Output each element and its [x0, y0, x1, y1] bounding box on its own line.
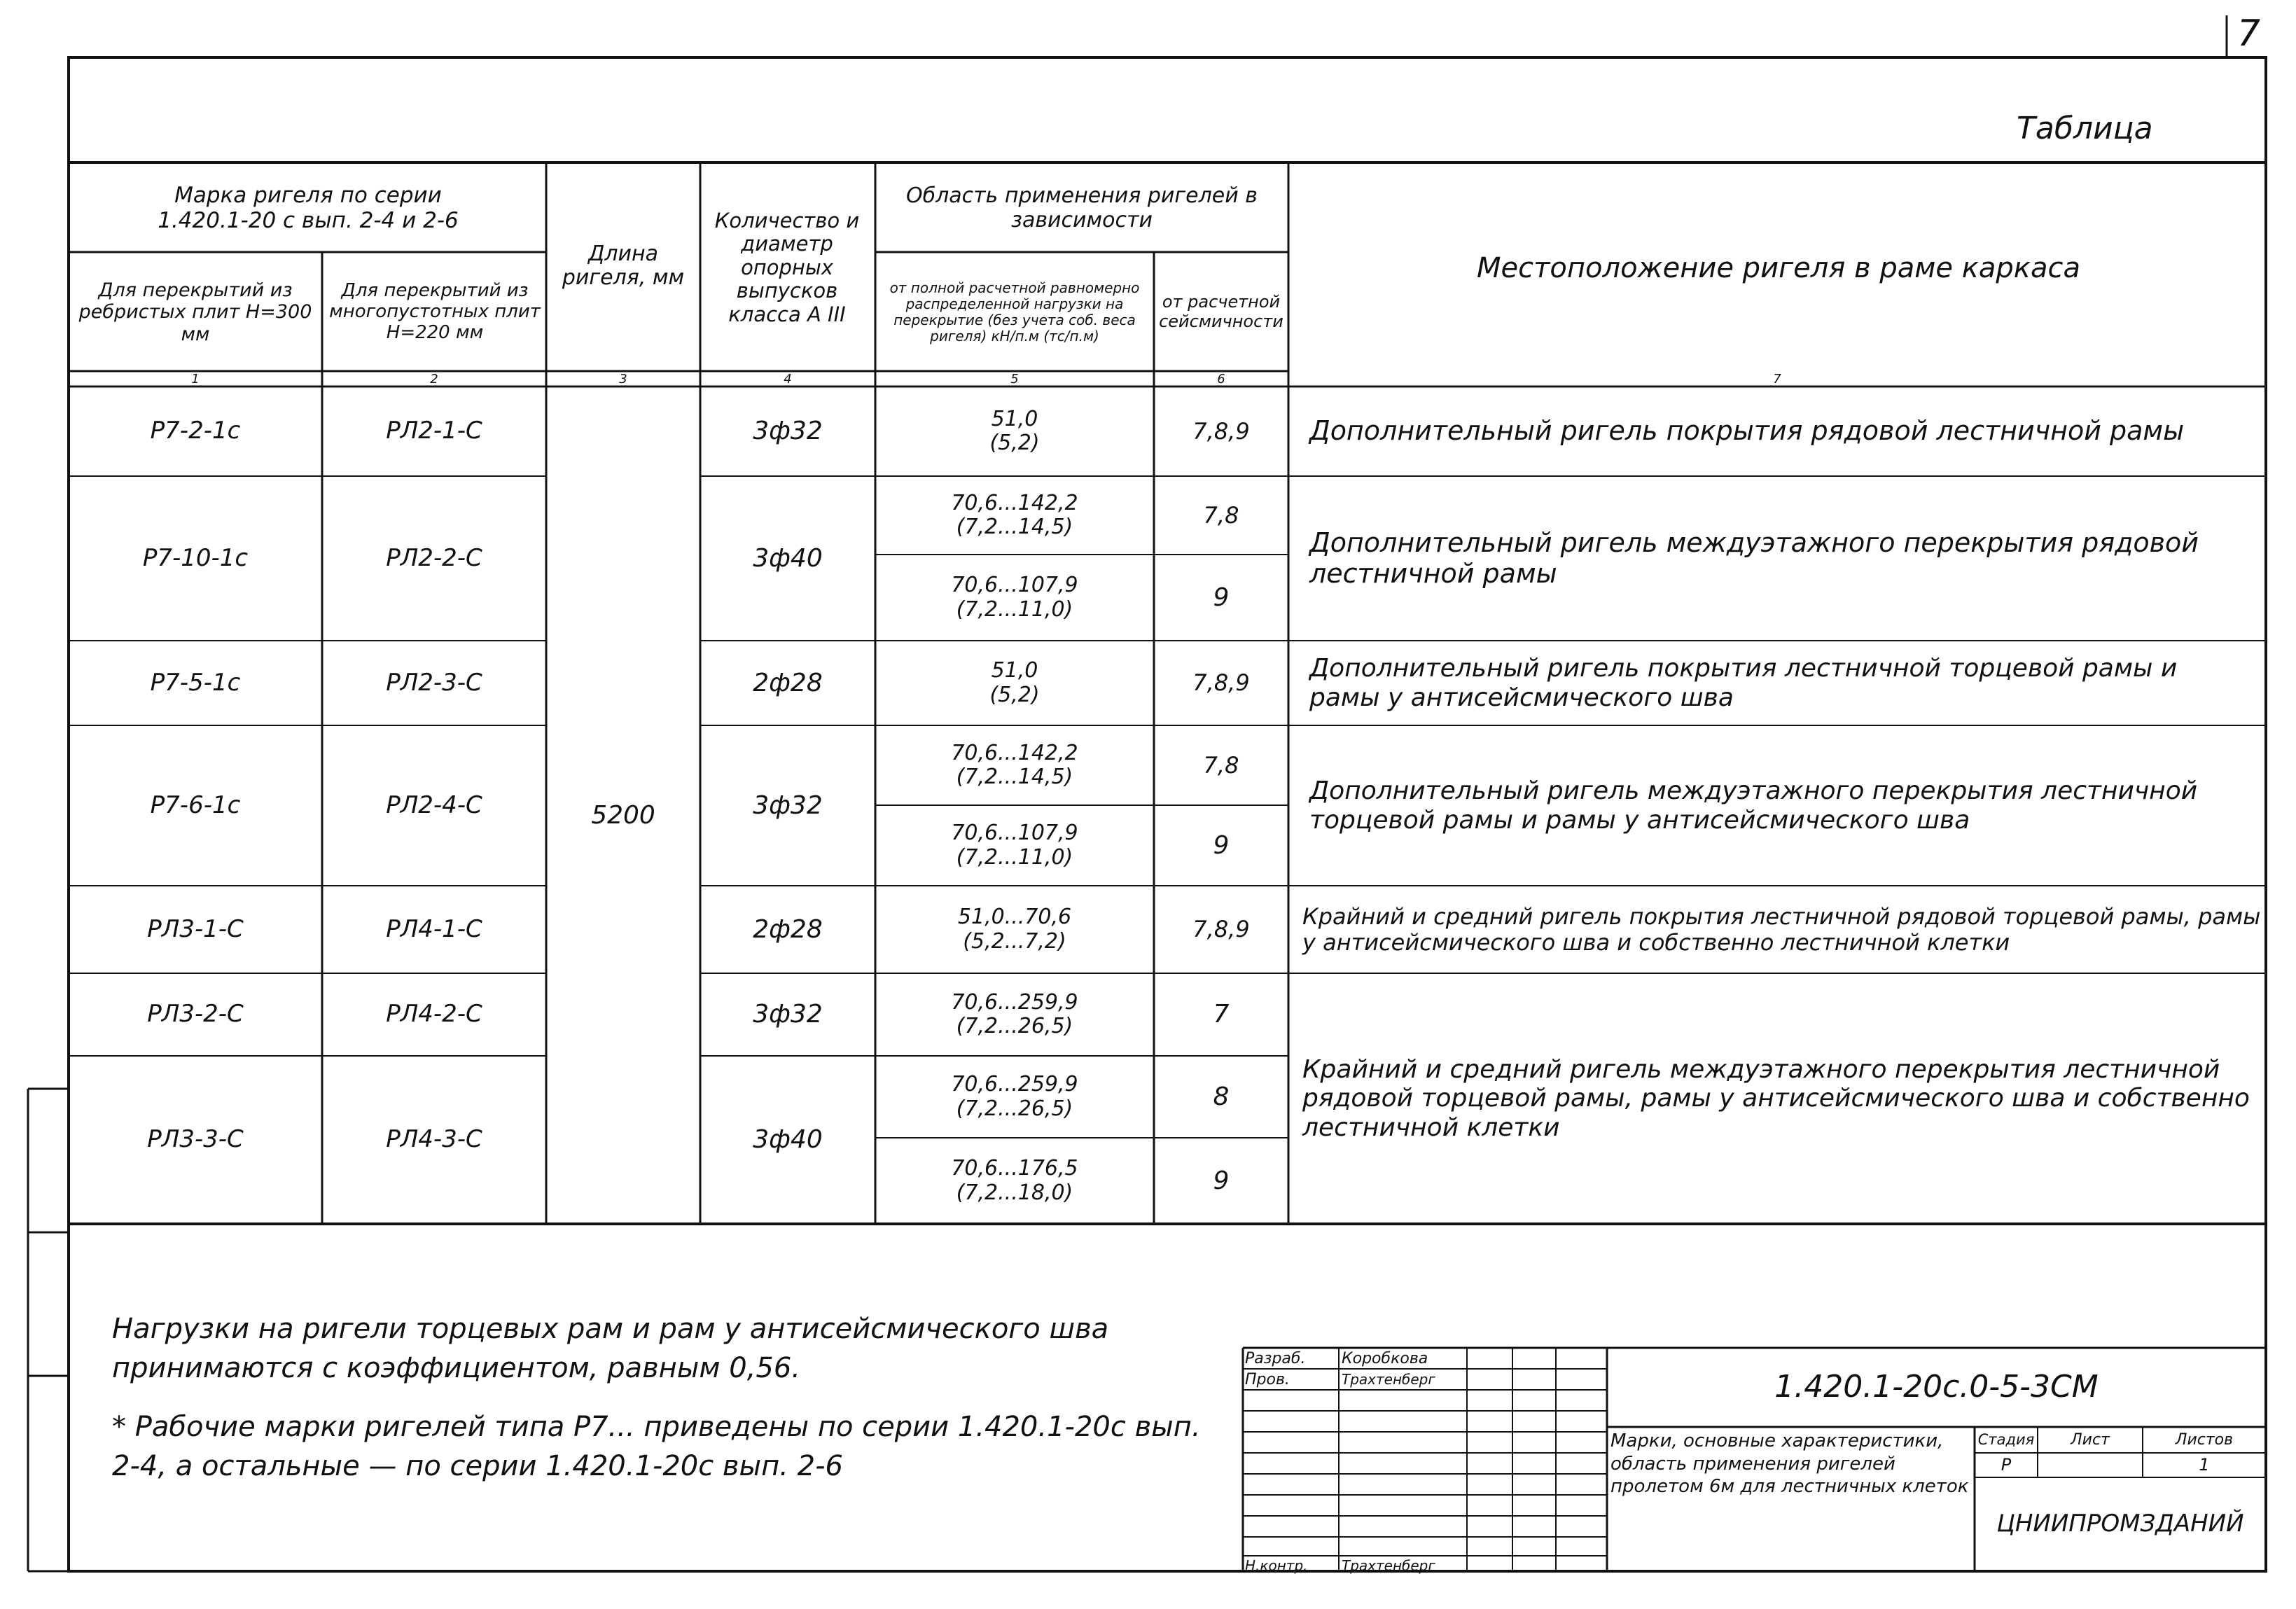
- load-value-tc: (7,2...26,5): [956, 1096, 1073, 1121]
- column-number: 7: [1773, 371, 1781, 386]
- row-rebar: 3ф32: [753, 790, 823, 820]
- column-number: 1: [191, 371, 200, 386]
- column-number: 6: [1217, 371, 1225, 386]
- row-mark-ribbed: Р7-10-1с: [142, 543, 249, 572]
- organization-name: ЦНИИПРОМЗДАНИЙ: [1996, 1510, 2244, 1538]
- table-title: Таблица: [2017, 111, 2153, 146]
- row-seismicity: 8: [1213, 1082, 1230, 1111]
- row-mark-ribbed: РЛ3-2-С: [147, 1000, 244, 1029]
- row-seismicity: 7,8,9: [1192, 669, 1250, 697]
- sheets-value: 1: [2199, 1454, 2210, 1475]
- row-load: [875, 555, 1154, 641]
- load-value-tc: (5,2): [989, 431, 1040, 455]
- row-rebar: 3ф32: [753, 417, 823, 446]
- row-rebar: 2ф28: [753, 914, 823, 944]
- load-value-tc: (7,2...26,5): [956, 1014, 1073, 1038]
- row-mark-hollow: РЛ2-2-С: [386, 543, 482, 572]
- row-mark-hollow: РЛ2-4-С: [386, 790, 482, 819]
- row-seismicity: 9: [1213, 1166, 1230, 1195]
- load-value: 70,6...107,9: [951, 573, 1078, 597]
- row-load: [875, 725, 1154, 805]
- row-load: [875, 805, 1154, 886]
- row-location: Дополнительный ригель междуэтажного перекрытия лестничной торцевой рамы и рамы у антисейсмического шва: [1309, 776, 2198, 835]
- load-value-tc: (5,2): [989, 682, 1040, 707]
- column-number: 5: [1010, 371, 1019, 386]
- load-value: 70,6...107,9: [951, 821, 1078, 845]
- load-value: 70,6...142,2: [951, 490, 1078, 515]
- stamp-role: Н.контр.: [1245, 1557, 1308, 1574]
- row-seismicity: 7,8,9: [1192, 417, 1250, 445]
- load-value-tc: (7,2...14,5): [956, 515, 1073, 539]
- row-seismicity: 9: [1213, 583, 1230, 612]
- row-rebar: 3ф32: [753, 1000, 823, 1029]
- row-seismicity: 7,8: [1203, 751, 1239, 779]
- row-location: Дополнительный ригель покрытия лестничной торцевой рамы и рамы у антисейсмического шва: [1309, 654, 2178, 712]
- row-rebar: 3ф40: [753, 1125, 823, 1155]
- header-col7: Местоположение ригеля в раме каркаса: [1477, 251, 2080, 284]
- row-mark-hollow: РЛ4-1-С: [386, 914, 482, 943]
- header-col4: Количество и диаметр опорных выпусков класса А III: [714, 209, 860, 326]
- row-mark-ribbed: Р7-6-1с: [150, 790, 241, 819]
- stage-label: Стадия: [1977, 1431, 2035, 1449]
- header-col2: Для перекрытий из многопустотных плит H=220 мм: [329, 280, 541, 343]
- row-seismicity: 7: [1213, 1000, 1230, 1029]
- load-value: 51,0: [991, 658, 1038, 683]
- row-load: [875, 973, 1154, 1056]
- load-value: 70,6...259,9: [951, 989, 1078, 1015]
- stamp-name: Коробкова: [1342, 1350, 1428, 1367]
- row-location: Дополнительный ригель междуэтажного перекрытия рядовой лестничной рамы: [1309, 527, 2199, 589]
- stamp-role: Разраб.: [1245, 1350, 1306, 1367]
- row-mark-ribbed: РЛ3-1-С: [147, 914, 244, 943]
- load-value-tc: (5,2...7,2): [963, 928, 1066, 954]
- row-location: Дополнительный ригель покрытия рядовой лестничной рамы: [1309, 415, 2185, 447]
- document-code: 1.420.1-20с.0-5-3СМ: [1774, 1369, 2099, 1405]
- column-number: 4: [784, 371, 792, 386]
- stamp-role: Пров.: [1245, 1371, 1290, 1388]
- load-value-tc: (7,2...11,0): [956, 844, 1073, 870]
- row-mark-hollow: РЛ2-1-С: [386, 417, 482, 445]
- row-location: Крайний и средний ригель междуэтажного перекрытия лестничной рядовой торцевой рамы, рамы у антисейсмического шва и собственно лестничной клетки: [1302, 1054, 2250, 1142]
- row-rebar: 3ф40: [753, 543, 823, 573]
- load-value-tc: (7,2...11,0): [956, 597, 1073, 622]
- header-mark-group: Марка ригеля по серии 1.420.1-20 с вып. 2-4 и 2-6: [158, 182, 459, 233]
- stamp-name: Трахтенберг: [1342, 1557, 1435, 1574]
- note-load-coefficient: Нагрузки на ригели торцевых рам и рам у антисейсмического шва принимаются с коэффициентом, равным 0,56.: [112, 1313, 1109, 1384]
- row-mark-ribbed: РЛ3-3-С: [147, 1125, 244, 1154]
- load-value: 70,6...176,5: [951, 1156, 1078, 1180]
- sheet-label: Лист: [2071, 1430, 2110, 1449]
- sheet-number: 7: [2237, 13, 2261, 55]
- load-value: 51,0: [991, 406, 1038, 431]
- row-mark-hollow: РЛ4-2-С: [386, 1000, 482, 1029]
- row-load: [875, 1056, 1154, 1138]
- row-load: [875, 386, 1154, 476]
- column-number: 3: [619, 371, 627, 386]
- row-load: [875, 1138, 1154, 1224]
- row-load: [875, 641, 1154, 725]
- load-value-tc: (7,2...18,0): [956, 1180, 1073, 1205]
- row-seismicity: 7,8: [1203, 501, 1239, 529]
- stage-value: Р: [2001, 1454, 2012, 1475]
- load-value: 51,0...70,6: [957, 905, 1072, 929]
- header-col6: от расчетной сейсмичности: [1159, 292, 1283, 331]
- row-seismicity: 7,8,9: [1192, 916, 1250, 943]
- header-area-group: Область применения ригелей в зависимости: [906, 183, 1258, 232]
- row-mark-ribbed: Р7-5-1с: [150, 668, 241, 697]
- row-mark-hollow: РЛ4-3-С: [386, 1125, 482, 1154]
- row-location: Крайний и средний ригель покрытия лестничной рядовой торцевой рамы, рамы у антисейсмического шва и собственно лестничной клетки: [1302, 903, 2261, 956]
- note-working-marks: * Рабочие марки ригелей типа Р7... приведены по серии 1.420.1-20с вып. 2-4, а остальные — по серии 1.420.1-20с вып. 2-6: [112, 1411, 1201, 1482]
- header-col3: Длина ригеля, мм: [562, 241, 685, 290]
- row-mark-ribbed: Р7-2-1с: [150, 417, 241, 445]
- row-load: [875, 476, 1154, 555]
- row-rebar: 2ф28: [753, 668, 823, 697]
- load-value: 70,6...259,9: [951, 1072, 1078, 1096]
- load-value-tc: (7,2...14,5): [956, 765, 1073, 789]
- header-col5: от полной расчетной равномерно распределенной нагрузки на перекрытие (без учета соб. веса ригеля) кН/п.м (тс/п.м): [889, 279, 1140, 344]
- load-value: 70,6...142,2: [951, 740, 1078, 765]
- row-mark-hollow: РЛ2-3-С: [386, 668, 482, 697]
- row-load: [875, 886, 1154, 973]
- length-value: 5200: [591, 801, 655, 830]
- document-description: Марки, основные характеристики, область применения ригелей пролетом 6м для лестничных клеток: [1610, 1430, 1969, 1497]
- sheets-label: Листов: [2175, 1430, 2234, 1449]
- stamp-name: Трахтенберг: [1342, 1371, 1435, 1388]
- header-col1: Для перекрытий из ребристых плит H=300 мм: [78, 279, 312, 345]
- column-number: 2: [430, 371, 438, 386]
- row-seismicity: 9: [1213, 830, 1230, 860]
